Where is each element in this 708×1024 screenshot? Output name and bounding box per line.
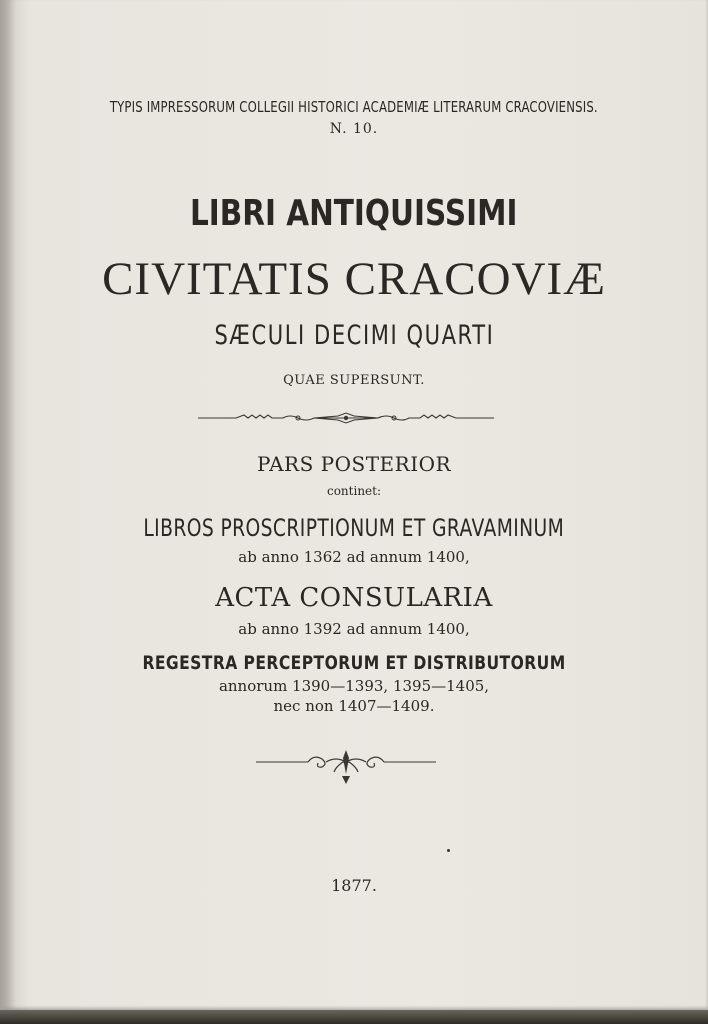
libros-years: ab anno 1362 ad annum 1400, [238, 548, 470, 566]
title-line-3 [0, 320, 708, 351]
fleuron-ornament-icon [256, 746, 436, 786]
series-heading [0, 98, 708, 116]
title-line-1-text: LIBRI ANTIQUISSIMI [190, 193, 518, 234]
page-gutter-shadow [0, 0, 16, 1010]
book-bottom-edge [0, 1010, 708, 1024]
paper-speck [447, 849, 450, 852]
acta-heading: ACTA CONSULARIA [215, 583, 493, 613]
regestra-heading [0, 652, 708, 674]
regestra-heading-text: REGESTRA PERCEPTORUM ET DISTRIBUTORUM [142, 652, 566, 674]
title-line-3-text: SÆCULI DECIMI QUARTI [214, 320, 494, 351]
ornamental-rule-icon [198, 410, 494, 426]
regestra-years-extra: nec non 1407—1409. [273, 697, 435, 715]
libros-heading-text: LIBROS PROSCRIPTIONUM ET GRAVAMINUM [143, 514, 565, 542]
volume-number: N. 10. [329, 121, 379, 137]
series-heading-text: TYPIS IMPRESSORUM COLLEGII HISTORICI ACADEMIÆ LITERARUM CRACOVIENSIS. [110, 98, 598, 116]
regestra-years: annorum 1390—1393, 1395—1405, [218, 677, 490, 695]
quae-supersunt: QUAE SUPERSUNT. [283, 373, 425, 388]
libros-heading [0, 514, 708, 542]
pars-posterior: PARS POSTERIOR [256, 452, 452, 476]
title-line-1 [0, 193, 708, 234]
acta-years: ab anno 1392 ad annum 1400, [238, 620, 470, 638]
publication-year: 1877. [331, 876, 377, 895]
title-line-2: CIVITATIS CRACOVIÆ [102, 253, 606, 305]
continet-label: continet: [326, 484, 382, 498]
